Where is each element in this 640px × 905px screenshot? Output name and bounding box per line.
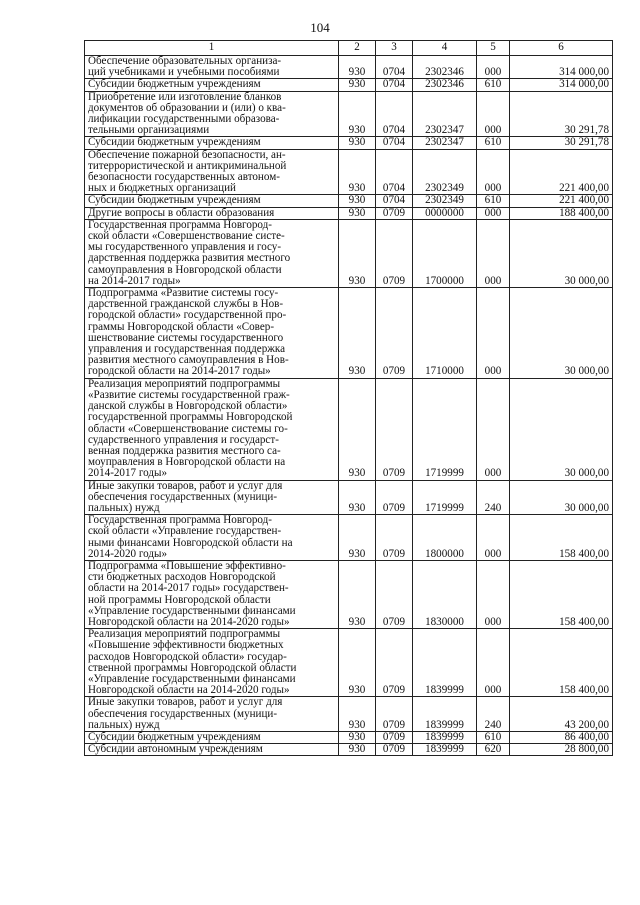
row-target-code: 0000000	[413, 207, 477, 219]
row-amount: 314 000,00	[510, 79, 613, 91]
row-name: Подпрограмма «Развитие системы госу- дарственной гражданской службы в Нов- городской области» государственной про- граммы Новгородской области «Совер- шенствование системы государственного управления и государственная поддержка развития местного самоуправления в Нов- городской области на 2014-2017 годы»	[85, 288, 339, 379]
row-target-code: 1719999	[413, 480, 477, 515]
header-col-4: 4	[413, 41, 477, 56]
row-target-code: 2302349	[413, 195, 477, 207]
row-ved-code: 930	[339, 697, 376, 732]
row-name: Субсидии бюджетным учреждениям	[85, 195, 339, 207]
row-expense-type-code: 000	[477, 56, 510, 79]
row-target-code: 1839999	[413, 629, 477, 697]
row-expense-type-code: 000	[477, 629, 510, 697]
row-name: Государственная программа Новгород- ской области «Управление государствен- ными финансами Новгородской области на 2014-2020 годы»	[85, 515, 339, 561]
row-name: Субсидии бюджетным учреждениям	[85, 731, 339, 743]
header-col-2: 2	[339, 41, 376, 56]
row-expense-type-code: 000	[477, 149, 510, 195]
header-col-6: 6	[510, 41, 613, 56]
budget-table	[84, 40, 613, 756]
table-row	[85, 195, 613, 207]
row-section-code: 0709	[376, 288, 413, 379]
row-amount: 221 400,00	[510, 149, 613, 195]
row-target-code: 1839999	[413, 731, 477, 743]
row-section-code: 0709	[376, 744, 413, 756]
row-name: Субсидии бюджетным учреждениям	[85, 137, 339, 149]
row-section-code: 0704	[376, 91, 413, 137]
row-ved-code: 930	[339, 288, 376, 379]
table-row	[85, 207, 613, 219]
row-name: Другие вопросы в области образования	[85, 207, 339, 219]
row-section-code: 0704	[376, 195, 413, 207]
row-amount: 30 000,00	[510, 219, 613, 287]
row-amount: 30 000,00	[510, 480, 613, 515]
row-name: Обеспечение образовательных организа- ций учебниками и учебными пособиями	[85, 56, 339, 79]
header-col-5: 5	[477, 41, 510, 56]
row-amount: 158 400,00	[510, 560, 613, 628]
table-row	[85, 219, 613, 287]
table-row	[85, 515, 613, 561]
row-ved-code: 930	[339, 56, 376, 79]
row-ved-code: 930	[339, 731, 376, 743]
table-row	[85, 137, 613, 149]
row-name: Реализация мероприятий подпрограммы «Развитие системы государственной граж- данской службы в Новгородской области» государственной программы Новгородской области «Совершенствование системы го- сударственного управления и государст- венная поддержка развития местного са- моуправления в Новгородской области на 2014-2017 годы»	[85, 378, 339, 480]
row-section-code: 0704	[376, 149, 413, 195]
row-section-code: 0704	[376, 79, 413, 91]
row-target-code: 2302347	[413, 137, 477, 149]
row-section-code: 0709	[376, 629, 413, 697]
table-row	[85, 560, 613, 628]
table-row	[85, 480, 613, 515]
row-ved-code: 930	[339, 137, 376, 149]
row-target-code: 1839999	[413, 697, 477, 732]
row-section-code: 0709	[376, 480, 413, 515]
row-expense-type-code: 000	[477, 207, 510, 219]
row-ved-code: 930	[339, 195, 376, 207]
row-name: Реализация мероприятий подпрограммы «Повышение эффективности бюджетных расходов Новгородской области» государ- ственной программы Новгородской области «Управление государственными финансами Новгородской области на 2014-2020 годы»	[85, 629, 339, 697]
row-ved-code: 930	[339, 560, 376, 628]
row-name: Иные закупки товаров, работ и услуг для обеспечения государственных (муници- пальных) нужд	[85, 480, 339, 515]
row-expense-type-code: 000	[477, 378, 510, 480]
row-expense-type-code: 000	[477, 91, 510, 137]
row-target-code: 1830000	[413, 560, 477, 628]
row-amount: 30 291,78	[510, 137, 613, 149]
table-row	[85, 91, 613, 137]
row-expense-type-code: 610	[477, 195, 510, 207]
row-section-code: 0704	[376, 137, 413, 149]
header-col-3: 3	[376, 41, 413, 56]
row-amount: 221 400,00	[510, 195, 613, 207]
row-section-code: 0709	[376, 219, 413, 287]
row-target-code: 1710000	[413, 288, 477, 379]
table-row	[85, 79, 613, 91]
table-row	[85, 697, 613, 732]
row-target-code: 1700000	[413, 219, 477, 287]
row-target-code: 2302346	[413, 56, 477, 79]
row-ved-code: 930	[339, 91, 376, 137]
row-ved-code: 930	[339, 515, 376, 561]
row-section-code: 0709	[376, 560, 413, 628]
row-section-code: 0709	[376, 515, 413, 561]
page-number: 104	[310, 20, 330, 35]
row-amount: 86 400,00	[510, 731, 613, 743]
row-ved-code: 930	[339, 744, 376, 756]
row-expense-type-code: 000	[477, 515, 510, 561]
table-row	[85, 149, 613, 195]
row-expense-type-code: 610	[477, 137, 510, 149]
row-expense-type-code: 240	[477, 480, 510, 515]
row-ved-code: 930	[339, 149, 376, 195]
row-ved-code: 930	[339, 207, 376, 219]
row-amount: 158 400,00	[510, 629, 613, 697]
table-row	[85, 744, 613, 756]
row-amount: 30 291,78	[510, 91, 613, 137]
row-expense-type-code: 000	[477, 560, 510, 628]
row-expense-type-code: 000	[477, 219, 510, 287]
row-section-code: 0709	[376, 378, 413, 480]
table-row	[85, 731, 613, 743]
row-section-code: 0709	[376, 697, 413, 732]
row-target-code: 2302347	[413, 91, 477, 137]
table-row	[85, 56, 613, 79]
row-name: Обеспечение пожарной безопасности, ан- титеррористической и антикриминальной безопасности государственных автоном- ных и бюджетных организаций	[85, 149, 339, 195]
row-name: Иные закупки товаров, работ и услуг для обеспечения государственных (муници- пальных) нужд	[85, 697, 339, 732]
table-row	[85, 288, 613, 379]
row-amount: 30 000,00	[510, 288, 613, 379]
row-target-code: 1800000	[413, 515, 477, 561]
row-name: Подпрограмма «Повышение эффективно- сти бюджетных расходов Новгородской области на 2014-2017 годы» государствен- ной программы Новгородской области «Управление государственными финансами Новгородской области на 2014-2020 годы»	[85, 560, 339, 628]
row-expense-type-code: 000	[477, 288, 510, 379]
row-expense-type-code: 610	[477, 79, 510, 91]
row-target-code: 1839999	[413, 744, 477, 756]
row-amount: 188 400,00	[510, 207, 613, 219]
row-section-code: 0704	[376, 56, 413, 79]
row-name: Государственная программа Новгород- ской области «Совершенствование систе- мы государственного управления и госу- дарственная поддержка развития местного самоуправления в Новгородской области на 2014-2017 годы»	[85, 219, 339, 287]
row-amount: 158 400,00	[510, 515, 613, 561]
row-ved-code: 930	[339, 79, 376, 91]
header-col-1: 1	[85, 41, 339, 56]
row-section-code: 0709	[376, 207, 413, 219]
row-name: Субсидии бюджетным учреждениям	[85, 79, 339, 91]
row-amount: 28 800,00	[510, 744, 613, 756]
table-row	[85, 378, 613, 480]
row-amount: 30 000,00	[510, 378, 613, 480]
row-target-code: 2302349	[413, 149, 477, 195]
row-expense-type-code: 240	[477, 697, 510, 732]
row-ved-code: 930	[339, 629, 376, 697]
row-amount: 314 000,00	[510, 56, 613, 79]
row-ved-code: 930	[339, 378, 376, 480]
table-header-row	[85, 41, 613, 56]
row-target-code: 1719999	[413, 378, 477, 480]
table-row	[85, 629, 613, 697]
row-name: Приобретение или изготовление бланков документов об образовании и (или) о ква- лификации государственными образова- тельными организациями	[85, 91, 339, 137]
row-name: Субсидии автономным учреждениям	[85, 744, 339, 756]
row-ved-code: 930	[339, 219, 376, 287]
row-expense-type-code: 620	[477, 744, 510, 756]
row-amount: 43 200,00	[510, 697, 613, 732]
row-expense-type-code: 610	[477, 731, 510, 743]
row-ved-code: 930	[339, 480, 376, 515]
row-target-code: 2302346	[413, 79, 477, 91]
row-section-code: 0709	[376, 731, 413, 743]
